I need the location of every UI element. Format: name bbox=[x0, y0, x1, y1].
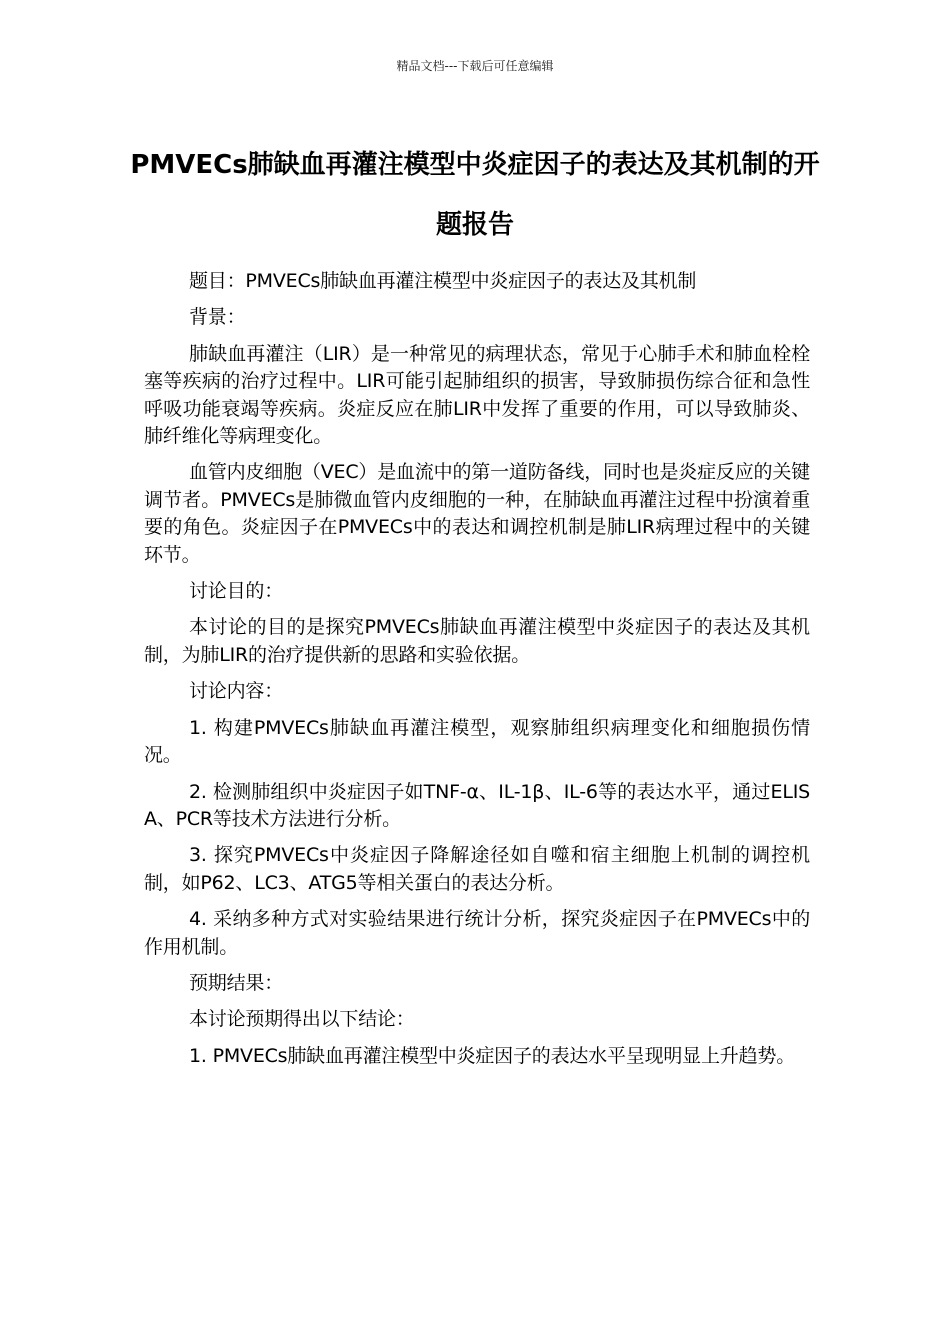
result-item-1: 1. PMVECs肺缺血再灌注模型中炎症因子的表达水平呈现明显上升趋势。 bbox=[189, 1044, 795, 1067]
paragraph-background-1: 肺缺血再灌注（LIR）是一种常见的病理状态，常见于心肺手术和肺血栓栓塞等疾病的治疗过程中。LIR可能引起肺组织的损害，导致肺损伤综合征和急性呼吸功能衰竭等疾病。炎症反应在肺LIR中发挥了重要的作用，可以导致肺炎、肺纤维化等病理变化。 bbox=[144, 342, 810, 448]
paragraph-background-2: 血管内皮细胞（VEC）是血流中的第一道防备线，同时也是炎症反应的关键调节者。PMVECs是肺微血管内皮细胞的一种，在肺缺血再灌注过程中扮演着重要的角色。炎症因子在PMVECs中的表达和调控机制是肺LIR病理过程中的关键环节。 bbox=[144, 461, 810, 566]
content-item-4: 4. 采纳多种方式对实验结果进行统计分析，探究炎症因子在PMVECs中的作用机制。 bbox=[144, 908, 810, 958]
document-title: PMVECs肺缺血再灌注模型中炎症因子的表达及其机制的开题报告 bbox=[130, 150, 820, 240]
heading-expected-results: 预期结果： bbox=[189, 971, 284, 994]
content-item-2: 2. 检测肺组织中炎症因子如TNF-α、IL-1β、IL-6等的表达水平，通过ELISA、PCR等技术方法进行分析。 bbox=[144, 780, 810, 830]
heading-purpose: 讨论目的： bbox=[189, 580, 284, 603]
content-item-1: 1. 构建PMVECs肺缺血再灌注模型，观察肺组织病理变化和细胞损伤情况。 bbox=[144, 716, 810, 767]
paragraph-purpose: 本讨论的目的是探究PMVECs肺缺血再灌注模型中炎症因子的表达及其机制，为肺LIR的治疗提供新的思路和实验依据。 bbox=[144, 616, 810, 666]
content-item-3: 3. 探究PMVECs中炎症因子降解途径如自噬和宿主细胞上机制的调控机制，如P62、LC3、ATG5等相关蛋白的表达分析。 bbox=[144, 844, 810, 894]
heading-background: 背景： bbox=[189, 306, 246, 329]
document-body bbox=[144, 268, 810, 1079]
paragraph-expected-intro: 本讨论预期得出以下结论： bbox=[189, 1008, 415, 1031]
heading-content: 讨论内容： bbox=[189, 680, 284, 703]
header-note: 精品文档---下载后可任意编辑 bbox=[396, 59, 554, 73]
paragraph-topic: 题目：PMVECs肺缺血再灌注模型中炎症因子的表达及其机制 bbox=[189, 270, 697, 292]
